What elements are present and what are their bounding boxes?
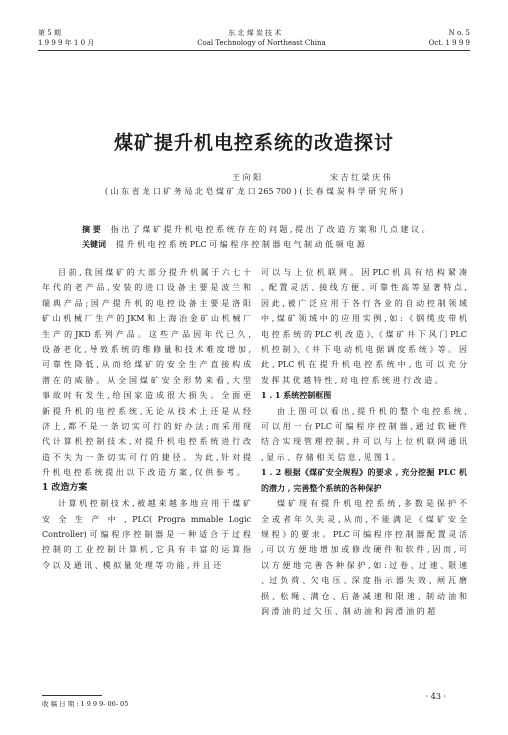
intro-paragraph: 目 前 , 我 国 煤 矿 的 大 部 分 提 升 机 属 于 六 七 十 年 代 的 老 产 品 , 安 装 的 进 口 设 备 主 要 是 波 兰 和 瑞 典 产 品 ; 国 产 提 升 机 的 电 控 设 备 主 要 是 洛 阳 矿 山 机 械 厂 生 产 的 JKM 和 上 海 冶 金 矿 山 机 械 厂 生 产 的 JKD 系 列 产 品 。 这 些 产 品 因 年 代 已 久 , 设 备 老 化 , 导 致 系 统 的 维 修 量 和 技 术 难 度 增 加 , 可 靠 性 降 低 , 从 而 给 煤 矿 的 安 全 生 产 直 接 构 成 潜 在 的 威 胁 。 从 全 国 煤 矿 安 全 形 势 来 看 , 大 型 事 故 时 有 发 生 , 给 国 家 造 成 很 大 损 失 。 全 面 更 新 提 升 机 的 电 控 系 统 , 无 论 从 技 术 上 还 是 从 经 济 上 , 都 不 是 一 条 切 实 可 行 的 好 办 法 ; 而 采 用 现 代 计 算 机 控 制 技 术 , 对 提 升 机 电 控 系 统 进 行 改 造 不 失 为 一 条 切 实 可 行 的 捷 径 。 为 此 , 针 对 提 升 机 电 控 系 统 提 出 以 下 改 造 方 案 , 仅 供 参 考 。 [42, 268, 251, 478]
footnote [42, 695, 251, 708]
keywords [82, 237, 448, 252]
journal-name-cn: 东 北 煤 炭 技 术 [228, 29, 282, 37]
subsection-1-1-paragraph: 由 上 图 可 以 看 出 , 提 升 机 的 整 个 电 控 系 统 , 可 以 用 一 台 PLC 可 编 程 序 控 制 器 , 通 过 软 硬 件 结 合 实 现 管 理 控 制 , 并 可 以 与 上 位 机 联 网 通 讯 , 显 示 、存 储 相 关 信 息 , 见 图 1 。 [261, 406, 467, 462]
author-right: 宋 吉 红 梁 庆 伟 [330, 173, 391, 182]
abstract-text: 指 出 了 煤 矿 提 升 机 电 控 系 统 存 在 的 问 题 , 提 出 了 改 造 方 案 和 几 点 建 议 。 [110, 225, 430, 234]
keywords-text: 提 升 机 电 控 系 统 PLC 可 编 程 序 控 制 器 电 气 制 动 低 频 电 源 [116, 240, 365, 249]
abstract-label: 摘 要 [82, 224, 101, 234]
journal-name-en: Coal Technology of Northeast China [197, 39, 326, 47]
paper-title: 煤矿提升机电控系统的改造探讨 [113, 132, 394, 154]
abstract [82, 222, 448, 237]
abstract-block [82, 222, 448, 252]
issue-number: N o. 5 [448, 29, 470, 37]
left-column [42, 265, 251, 573]
publication-date-en: Oct. 1 9 9 9 [428, 39, 470, 47]
affiliation: ( 山 东 省 龙 口 矿 务 局 北 皂 煤 矿 龙 口 265 700 ) ( 长 春 煤 炭 科 学 研 究 所 ) [104, 187, 404, 196]
subsection-1-2-paragraph: 煤 矿 现 有 提 升 机 电 控 系 统 , 多 数 是 保 护 不 全 或 者 年 久 失 灵 , 从 而 , 不 能 满 足 《 煤 矿 安 全 规 程 》的 要 求 。 PLC 可 编 程 序 控 制 器 配 置 灵 活 , 可 以 方 便 地 增 加 或 修 改 硬 件 和 软 件 , 因 而 , 可 以 方 便 地 完 善 各 种 保 护 , 如 : 过 卷 、过 速 、限 速 、过 负 荷 、欠 电 压 、深 度 指 示 器 失 效 、闸 瓦 磨 损 、松 绳 、满 仓 、后 备 减 速 和 限 速 、制 动 油 和 润 滑 油 的 过 欠 压 、制 动 油 和 润 滑 油 的 超 [261, 499, 467, 616]
section-1-paragraph: 计 算 机 控 制 技 术 , 被 越 来 越 多 地 应 用 于 煤 矿 安 全 生 产 中 , PLC( Progra mmable Logic Controller) 可 编 程 序 控 制 器 是 一 种 适 合 于 过 程 控 制 的 工 业 控 制 计 算 机 , 它 具 有 丰 富 的 运 算 指 令 以 及 通 讯 、模 拟 量 处 理 等 功 能 , 并 且 还 [42, 499, 251, 570]
issue-label: 第 5 期 [38, 29, 61, 37]
publication-date: 1 9 9 9 年 1 0 月 [38, 39, 95, 47]
header-rule [38, 50, 470, 51]
right-column [261, 265, 467, 619]
subsection-heading-1-1: 1 . 1 系统控制框图 [261, 390, 332, 401]
page-number: · 43 · [425, 692, 446, 701]
keywords-label: 关键词 [82, 239, 106, 249]
author-left: 王 向 阳 [232, 173, 262, 182]
footnote-rule [42, 695, 102, 696]
section-heading-1: 1 改造方案 [42, 482, 88, 493]
subsection-heading-1-2: 1 . 2 根据《煤矿安全规程》的要求 , 充分挖掘 PLC 机的潜力 , 完善整个系统的各种保护 [261, 467, 467, 493]
running-header [38, 28, 470, 51]
received-date: 收 稿 日 期 : 1 9 9 9- 06- 05 [42, 700, 129, 708]
continued-paragraph: 可 以 与 上 位 机 联 网 。 因 PLC 机 具 有 结 构 紧 凑 、配 置 灵 活 、接 线 方 便 、可 靠 性 高 等 显 著 特 点 , 因 此 , 被 广 泛 应 用 于 各 行 各 业 的 自 动 控 制 领 域 中 , 煤 矿 领 域 中 的 应 用 实 例 , 如 : 《 钢 缆 皮 带 机 电 控 系 统 的 PLC 机 改 造 》、《 煤 矿 井 下 风 门 PLC 机 控 制 》、《 井 下 电 动 机 电 据 调 度 系 统 》等 。 因 此 , PLC 机 在 提 升 机 电 控 系 统 中 , 也 可 以 充 分 发 挥 其 优 越 特 性 , 对 电 控 系 统 进 行 改 造 。 [261, 268, 467, 385]
